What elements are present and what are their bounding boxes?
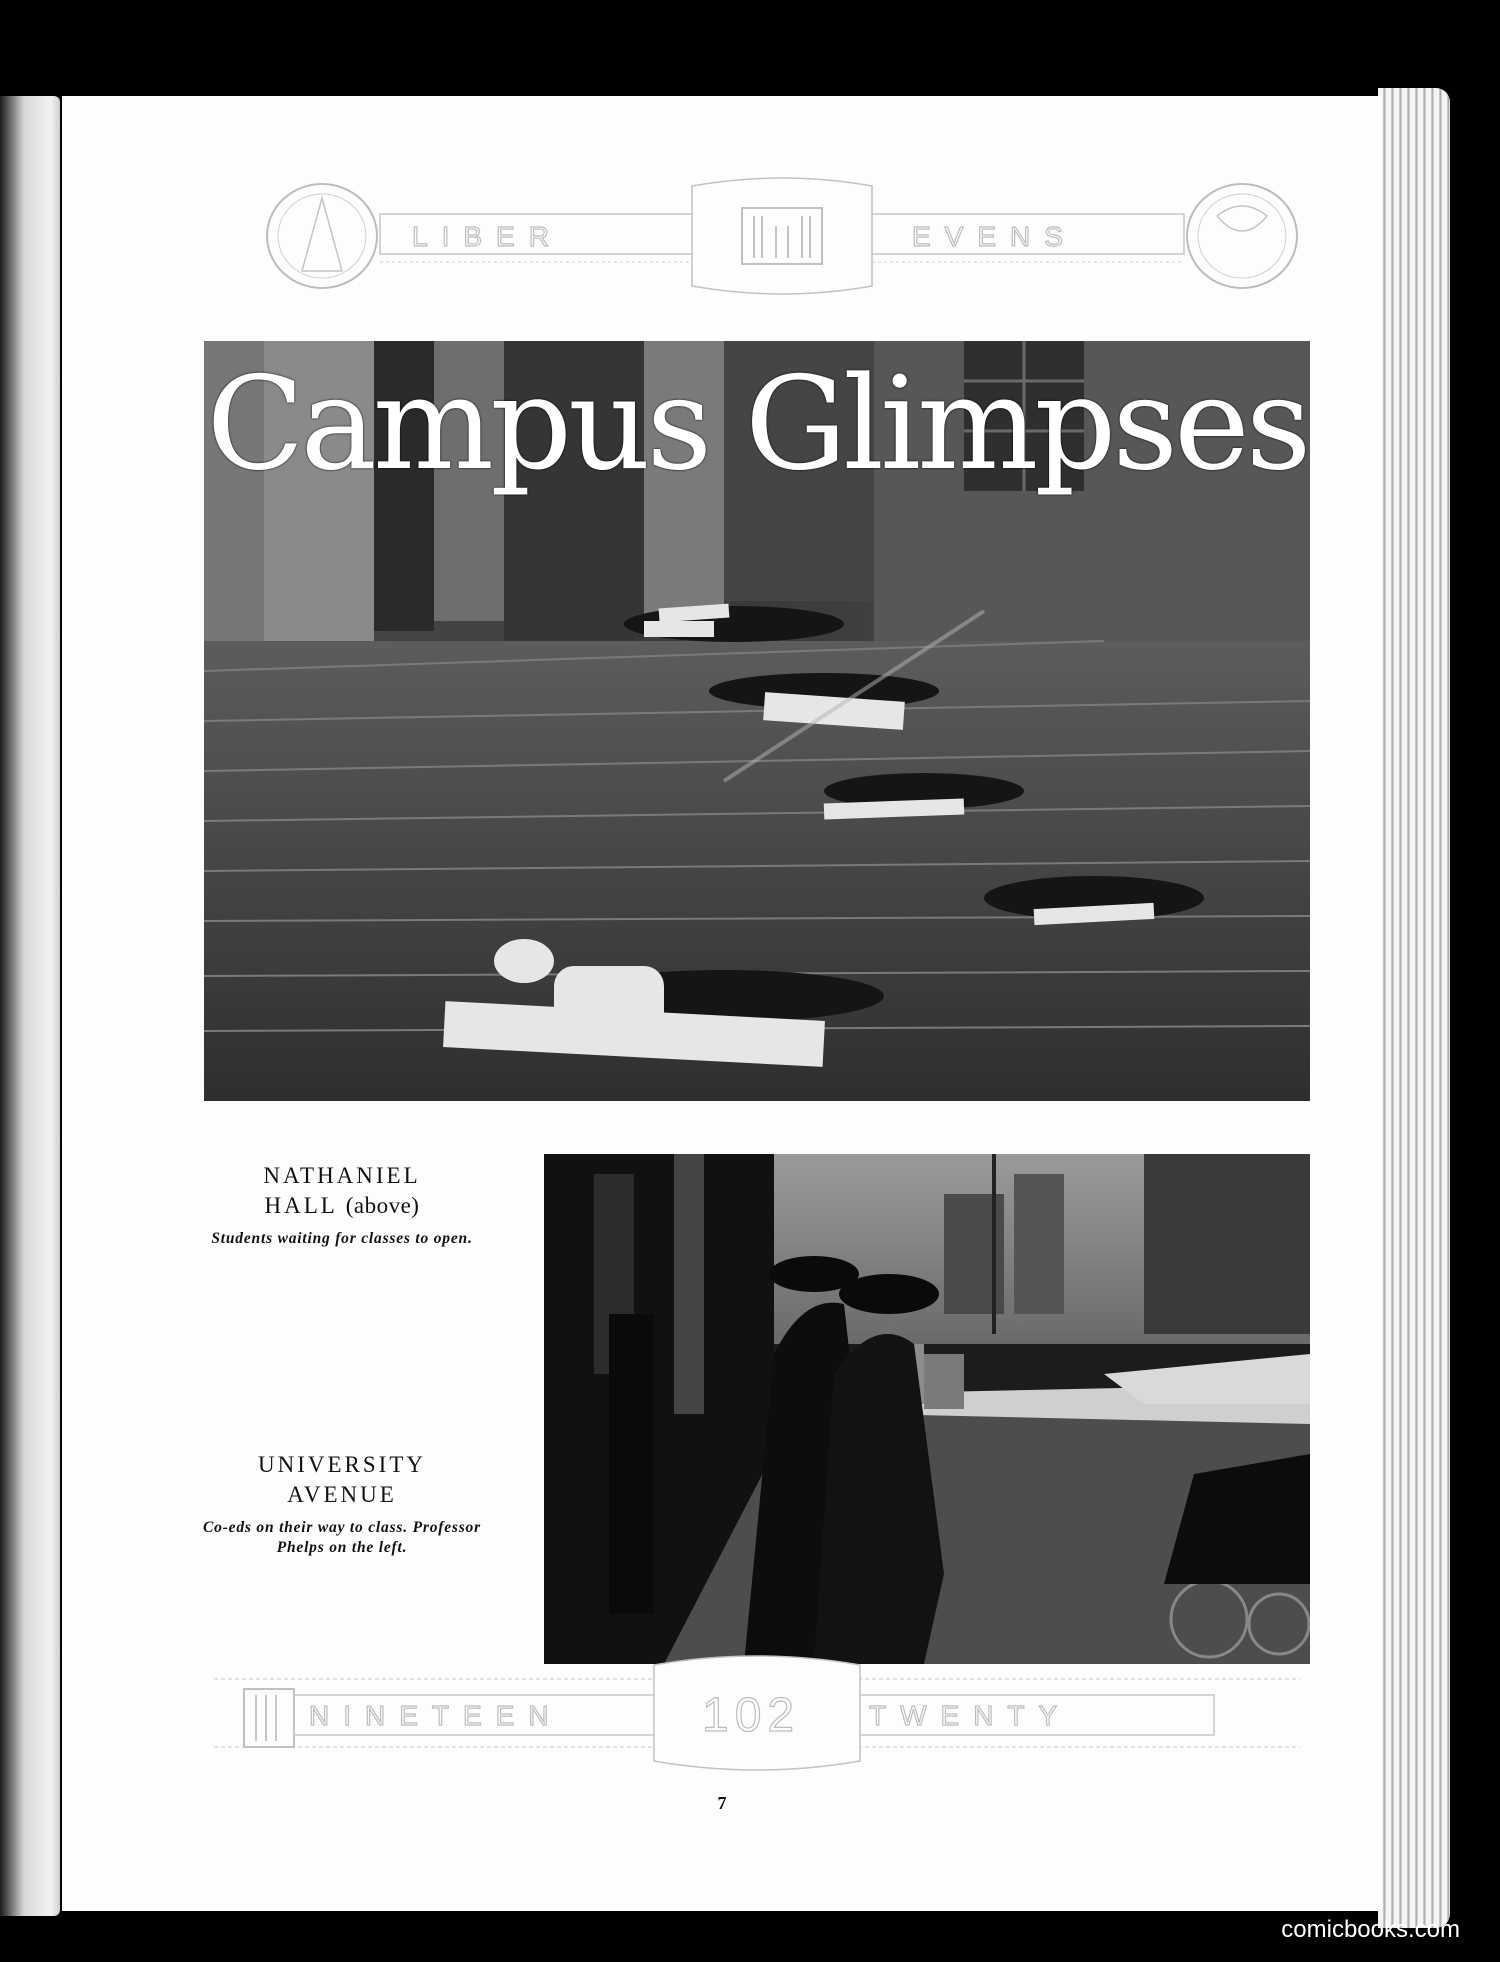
university-avenue-title-line2: AVENUE	[287, 1482, 397, 1507]
nathaniel-hall-caption	[192, 1161, 492, 1249]
page-number: 7	[717, 1793, 727, 1813]
header-ornament-left-text: LIBER	[412, 221, 563, 252]
header-ornament-right-text: EVENS	[912, 221, 1077, 252]
nathaniel-hall-title-line2-wrap	[192, 1191, 492, 1221]
footer-ornament-art	[204, 1651, 1310, 1771]
nathaniel-hall-title-line1: NATHANIEL	[263, 1163, 421, 1188]
university-avenue-caption-text: Co-eds on their way to class. Professor Phelps on the left.	[203, 1519, 481, 1556]
page-headline: Campus Glimpses	[206, 350, 1308, 499]
nathaniel-hall-title-line2: HALL	[264, 1193, 337, 1218]
book-page-edges	[1378, 88, 1450, 1928]
nathaniel-hall-title-paren: (above)	[345, 1193, 420, 1218]
university-avenue-photo	[544, 1154, 1310, 1664]
footer-ornament	[204, 1651, 1310, 1771]
footer-ornament-year: 102	[702, 1689, 801, 1742]
header-ornament-art	[262, 176, 1302, 296]
nathaniel-hall-title	[192, 1161, 492, 1221]
watermark: comicbooks.com	[1281, 1916, 1460, 1943]
yearbook-page	[62, 96, 1382, 1911]
footer-ornament-left-text: NINETEEN	[309, 1700, 563, 1731]
header-ornament	[262, 176, 1302, 296]
university-avenue-title	[192, 1450, 492, 1510]
nathaniel-hall-caption-text: Students waiting for classes to open.	[211, 1230, 473, 1247]
university-avenue-caption	[192, 1450, 492, 1558]
university-avenue-photo-art	[544, 1154, 1310, 1664]
university-avenue-title-line1: UNIVERSITY	[258, 1452, 426, 1477]
left-page-edge	[0, 96, 60, 1916]
nathaniel-hall-photo	[204, 341, 1310, 1101]
footer-ornament-right-text: TWENTY	[869, 1700, 1072, 1731]
